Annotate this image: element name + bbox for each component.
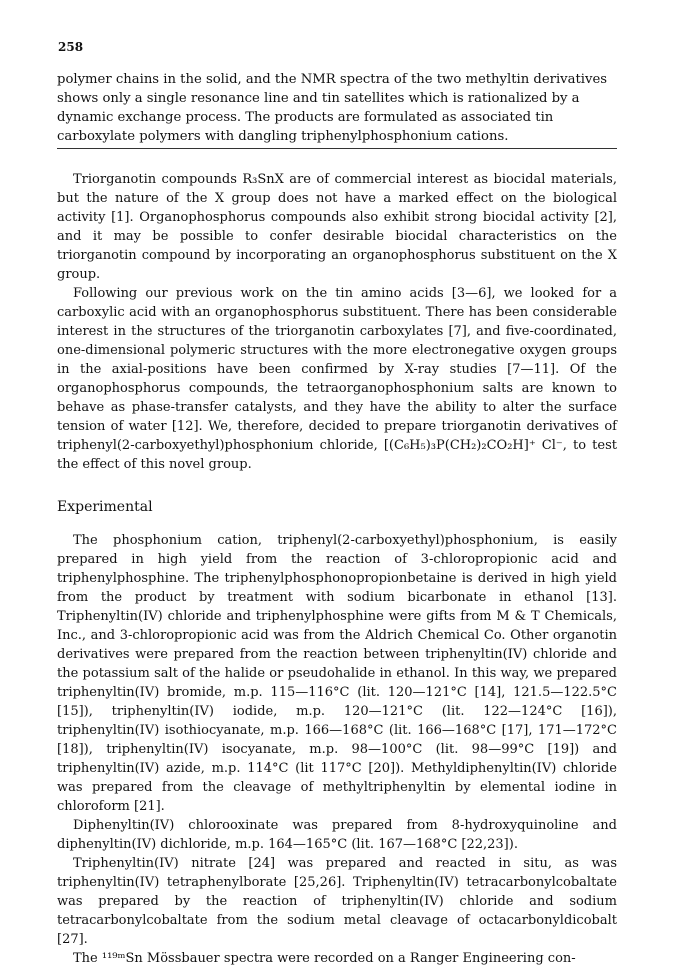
experimental-paragraph-3: Triphenyltin(IV) nitrate [24] was prepared and reacted in situ, as was triphenyltin(IV) tetraphenylborate [25,26]. Triphenyltin(IV) tetracarbonylcobaltate was prepared by the reaction of triphenyltin(IV) chloride and sodium tetracarbonylcobaltate from the sodium metal cleavage of octacarbonyldicobalt [27]. xyxy=(57,856,617,947)
article-body xyxy=(57,170,617,968)
abstract-text: polymer chains in the solid, and the NMR spectra of the two methyltin derivatives shows only a single resonance line and tin satellites which is rationalized by a dynamic exchange process. The products are formulated as associated tin carboxylate polymers with dangling triphenylphosphonium cations. xyxy=(57,72,608,144)
experimental-paragraph-1: The phosphonium cation, triphenyl(2-carboxyethyl)phosphonium, is easily prepared in high yield from the reaction of 3-chloropropionic acid and triphenylphosphine. The triphenylphosphonopropionbetaine is derived in high yield from the product by treatment with sodium bicarbonate in ethanol [13]. Triphenyltin(IV) chloride and triphenylphosphine were gifts from M & T Chemicals, Inc., and 3-chloropropionic acid was from the Aldrich Chemical Co. Other organotin derivatives were prepared from the reaction between triphenyltin(IV) chloride and the potassium salt of the halide or pseudohalide in ethanol. In this way, we prepared triphenyltin(IV) bromide, m.p. 115—116°C (lit. 120—121°C [14], 121.5—122.5°C [15]), triphenyltin(IV) iodide, m.p. 120—121°C (lit. 122—124°C [16]), triphenyltin(IV) isothiocyanate, m.p. 166—168°C (lit. 166—168°C [17], 171—172°C [18]), triphenyltin(IV) isocyanate, m.p. 98—100°C (lit. 98—99°C [19]) and triphenyltin(IV) azide, m.p. 114°C (lit 117°C [20]). Methyldiphenyltin(IV) chloride was prepared from the cleavage of methyltriphenyltin by elemental iodine in chloroform [21]. xyxy=(57,533,617,814)
experimental-paragraph-4: The ¹¹⁹ᵐSn Mössbauer spectra were recorded on a Ranger Engineering con- xyxy=(73,951,576,966)
experimental-paragraph-2: Diphenyltin(IV) chlorooxinate was prepared from 8-hydroxyquinoline and diphenyltin(IV) dichloride, m.p. 164—165°C (lit. 167—168°C [22,23]). xyxy=(57,818,617,852)
section-heading-experimental: Experimental xyxy=(57,499,153,515)
intro-paragraph-1: Triorganotin compounds R₃SnX are of commercial interest as biocidal materials, but the nature of the X group does not have a marked effect on the biological activity [1]. Organophosphorus compounds also exhibit strong biocidal activity [2], and it may be possible to confer desirable biocidal characteristics on the triorganotin compound by incorporating an organophosphorus substituent on the X group. xyxy=(57,172,617,282)
intro-paragraph-2: Following our previous work on the tin amino acids [3—6], we looked for a carboxylic acid with an organophosphorus substituent. There has been considerable interest in the structures of the triorganotin carboxylates [7], and five-coordinated, one-dimensional polymeric structures with the more electronegative oxygen groups in the axial-positions have been confirmed by X-ray studies [7—11]. Of the organophosphorus compounds, the tetraorganophosphonium salts are known to behave as phase-transfer catalysts, and they have the ability to alter the surface tension of water [12]. We, therefore, decided to prepare triorganotin derivatives of triphenyl(2-carboxyethyl)phosphonium chloride, [(C₆H₅)₃P(CH₂)₂CO₂H]⁺ Cl⁻, to test the effect of this novel group. xyxy=(57,286,617,472)
abstract-tail xyxy=(57,70,617,146)
abstract-divider xyxy=(57,148,617,149)
page-number: 258 xyxy=(58,40,84,54)
